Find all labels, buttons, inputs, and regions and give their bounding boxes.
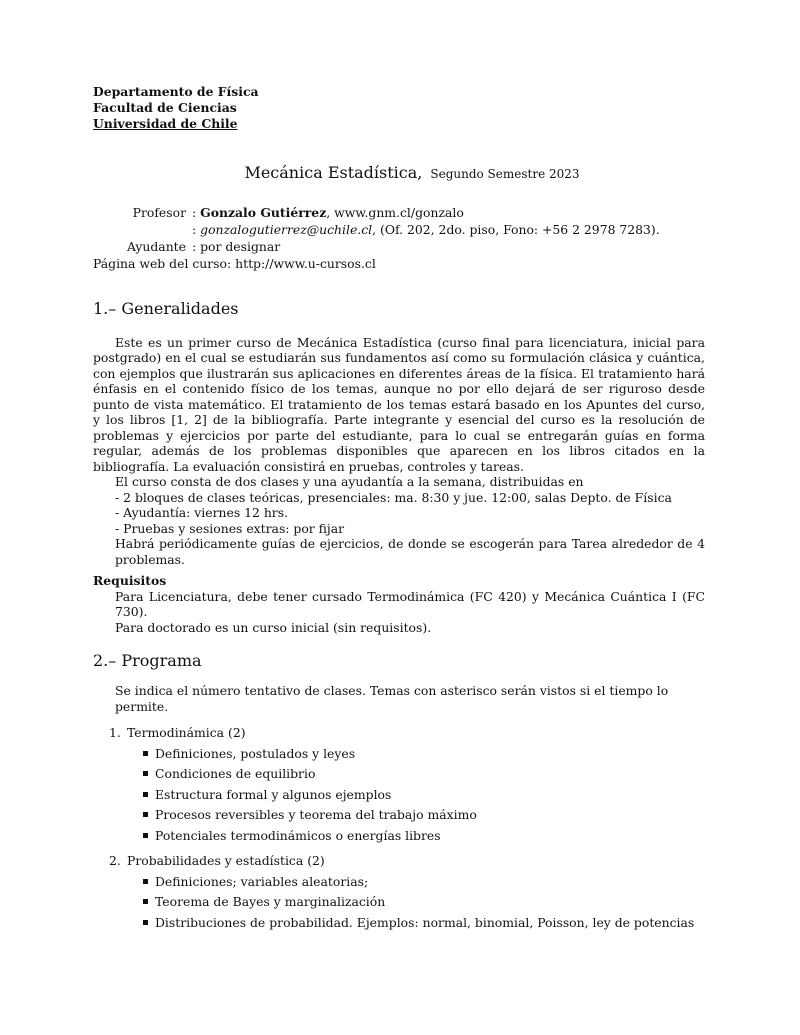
list-item: Distribuciones de probabilidad. Ejemplos: normal, binomial, Poisson, ley de potencias: [143, 915, 705, 931]
list-item: Teorema de Bayes y marginalización: [143, 894, 705, 910]
professor-contact-row: [93, 222, 705, 239]
topic-title: Termodinámica (2): [127, 725, 246, 740]
generalidades-body: [93, 335, 705, 636]
professor-site[interactable]: , www.gnm.cl/gonzalo: [326, 204, 464, 220]
topic-item: [93, 853, 705, 869]
topic-number: 2.: [109, 853, 121, 868]
course-website[interactable]: Página web del curso: http://www.u-cursos.cl: [93, 255, 376, 271]
professor-value: [192, 205, 464, 222]
assistant-row: [93, 239, 705, 256]
section-heading-generalidades: 1.– Generalidades: [93, 298, 239, 318]
bullet-icon: [143, 879, 148, 884]
bullet-icon: [143, 812, 148, 817]
list-item: Condiciones de equilibrio: [143, 766, 705, 782]
topic-item: [93, 725, 705, 741]
university-name: Universidad de Chile: [93, 116, 238, 131]
schedule-line: Habrá periódicamente guías de ejercicios, de donde se escogerán para Tarea alrededor de 4 problemas.: [115, 536, 705, 567]
intro-paragraph: Este es un primer curso de Mecánica Estadística (curso final para licenciatura, inicial para postgrado) en el cual se estudiarán sus fundamentos así como su formulación clásica y cuántica, con ejemplos que ilustrarán sus aplicaciones en diferentes áreas de la física. El tratamiento hará énfasis en el contenido físico de los temas, aunque no por ello dejará de ser riguroso desde punto de vista matemático. El tratamiento de los temas estará basado en los Apuntes del curso, y los libros [1, 2] de la bibliografía. Parte integrante y esencial del curso es la resolución de problemas y ejercicios por parte del estudiante, para lo cual se entregarán guías en forma regular, además de los problemas disponibles que aparecen en los libros citados en la bibliografía. La evaluación consistirá en pruebas, controles y tareas.: [93, 334, 705, 474]
professor-label: Profesor: [132, 204, 186, 220]
bullet-icon: [143, 833, 148, 838]
topic-subitems: [93, 746, 705, 844]
course-staff: [93, 205, 705, 273]
semester: Segundo Semestre 2023: [430, 167, 580, 181]
section-heading-programa: 2.– Programa: [93, 651, 202, 670]
topic-subitems: [93, 874, 705, 931]
schedule-line: El curso consta de dos clases y una ayudantía a la semana, distribuidas en: [115, 474, 584, 489]
schedule-line: - Pruebas y sesiones extras: por fijar: [115, 520, 345, 536]
bullet-icon: [143, 899, 148, 904]
assistant-value: : por designar: [192, 238, 281, 254]
course-name: Mecánica Estadística,: [244, 163, 423, 182]
schedule-line: - 2 bloques de clases teóricas, presenciales: ma. 8:30 y jue. 12:00, salas Depto. de Física: [115, 489, 672, 505]
topic-number: 1.: [109, 725, 121, 740]
topic-title: Probabilidades y estadística (2): [127, 853, 325, 868]
requirement-line: Para doctorado es un curso inicial (sin requisitos).: [115, 619, 432, 635]
list-item: Estructura formal y algunos ejemplos: [143, 787, 705, 803]
professor-name: Gonzalo Gutiérrez: [200, 204, 327, 220]
professor-email[interactable]: gonzalogutierrez@uchile.cl: [200, 221, 373, 237]
bullet-icon: [143, 920, 148, 925]
schedule-line: - Ayudantía: viernes 12 hrs.: [115, 505, 289, 520]
colon: :: [192, 221, 197, 237]
institution-header: [93, 84, 705, 132]
faculty-name: Facultad de Ciencias: [93, 100, 237, 115]
list-item: Procesos reversibles y teorema del trabajo máximo: [143, 807, 705, 823]
requirement-line: Para Licenciatura, debe tener cursado Termodinámica (FC 420) y Mecánica Cuántica I (FC 730).: [115, 588, 705, 619]
syllabus-page: [93, 84, 705, 930]
list-item: Definiciones, postulados y leyes: [143, 746, 705, 762]
list-item: Definiciones; variables aleatorias;: [143, 874, 705, 890]
list-item: Potenciales termodinámicos o energías libres: [143, 828, 705, 844]
programa-intro: Se indica el número tentativo de clases. Temas con asterisco serán vistos si el tiempo lo permite.: [115, 683, 669, 714]
requirements-title: Requisitos: [93, 573, 167, 588]
assistant-label: Ayudante: [126, 238, 186, 254]
professor-row: [93, 205, 705, 222]
professor-office: , (Of. 202, 2do. piso, Fono: +56 2 2978 7283).: [372, 221, 660, 237]
bullet-icon: [143, 792, 148, 797]
colon: :: [192, 204, 197, 220]
bullet-icon: [143, 771, 148, 776]
professor-contact: [192, 222, 660, 239]
department-name: Departamento de Física: [93, 84, 259, 99]
bullet-icon: [143, 751, 148, 756]
course-title: [93, 165, 705, 183]
